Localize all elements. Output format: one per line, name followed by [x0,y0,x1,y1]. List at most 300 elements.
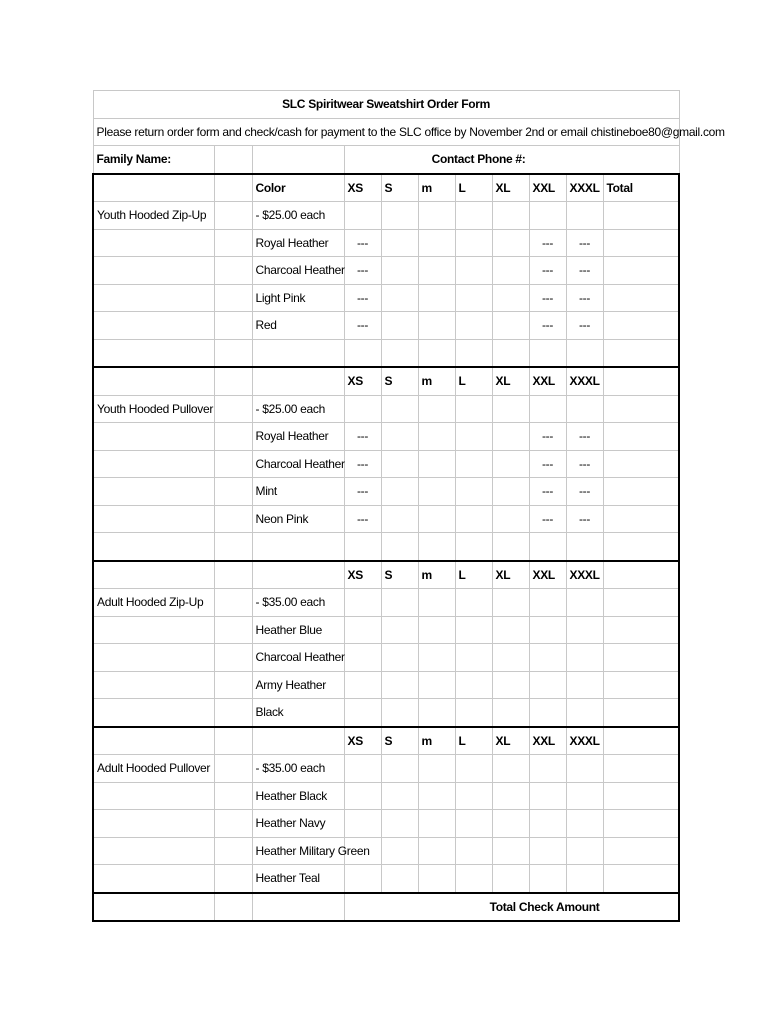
row-total-input[interactable] [603,810,679,838]
color-row [93,837,679,865]
header-blank-cell [214,174,252,202]
row-total-input[interactable] [603,837,679,865]
quantity-s-input[interactable] [381,810,418,838]
quantity-m-input[interactable] [418,644,455,672]
blank-cell [344,533,381,561]
blank-cell [214,533,252,561]
color-row [93,782,679,810]
blank-cell [492,533,529,561]
blank-cell [93,229,214,257]
blank-cell [418,202,455,230]
size-header-l: L [455,174,492,202]
unavailable-size-xs: --- [344,257,381,285]
blank-cell [381,755,418,783]
color-name: Heather Blue [252,616,344,644]
quantity-xl-input[interactable] [492,810,529,838]
size-header-xs: XS [344,367,381,395]
blank-cell [566,202,603,230]
contact-phone-field[interactable] [529,146,679,174]
row-total-input[interactable] [603,312,679,340]
quantity-xs-input[interactable] [344,671,381,699]
size-header-m: m [418,727,455,755]
blank-cell [214,589,252,617]
blank-cell [252,339,344,367]
unavailable-size-xxl: --- [529,229,566,257]
quantity-l-input[interactable] [455,423,492,451]
unavailable-size-xxxl: --- [566,284,603,312]
color-column-header: Color [252,174,344,202]
product-price: - $25.00 each [252,202,344,230]
order-form-table [92,90,725,922]
unavailable-size-xs: --- [344,478,381,506]
quantity-m-input[interactable] [418,423,455,451]
row-total-input[interactable] [603,423,679,451]
blank-cell [529,755,566,783]
color-name: Heather Teal [252,865,344,893]
quantity-xl-input[interactable] [492,505,529,533]
quantity-s-input[interactable] [381,616,418,644]
header-blank-cell [214,727,252,755]
product-price: - $35.00 each [252,589,344,617]
quantity-s-input[interactable] [381,229,418,257]
blank-cell [93,284,214,312]
row-total-input[interactable] [603,671,679,699]
total-check-row [93,893,679,922]
quantity-l-input[interactable] [455,312,492,340]
blank-cell [214,810,252,838]
color-row [93,284,679,312]
quantity-xl-input[interactable] [492,616,529,644]
blank-cell [418,533,455,561]
family-name-label: Family Name: [93,146,214,174]
quantity-m-input[interactable] [418,671,455,699]
quantity-xl-input[interactable] [492,257,529,285]
blank-cell [93,810,214,838]
quantity-xs-input[interactable] [344,782,381,810]
quantity-s-input[interactable] [381,450,418,478]
size-header-xxxl: XXXL [566,727,603,755]
quantity-l-input[interactable] [455,229,492,257]
quantity-xl-input[interactable] [492,284,529,312]
unavailable-size-xxl: --- [529,284,566,312]
blank-cell [381,533,418,561]
blank-cell [381,339,418,367]
header-blank-cell [93,367,214,395]
quantity-l-input[interactable] [455,616,492,644]
size-header-xxl: XXL [529,367,566,395]
header-blank-cell [93,727,214,755]
blank-cell [214,339,252,367]
size-header-l: L [455,727,492,755]
color-row [93,644,679,672]
total-check-amount-input[interactable] [603,893,679,922]
blank-cell [492,202,529,230]
quantity-l-input[interactable] [455,699,492,727]
quantity-s-input[interactable] [381,312,418,340]
quantity-xs-input[interactable] [344,810,381,838]
size-header-xs: XS [344,727,381,755]
total-check-label: Total Check Amount [344,893,603,922]
form-title: SLC Spiritwear Sweatshirt Order Form [93,91,679,119]
quantity-xxxl-input[interactable] [566,671,603,699]
blank-cell [455,395,492,423]
row-total-input[interactable] [603,284,679,312]
blank-cell [214,755,252,783]
quantity-xxl-input[interactable] [529,782,566,810]
blank-cell [214,782,252,810]
quantity-m-input[interactable] [418,865,455,893]
quantity-xs-input[interactable] [344,865,381,893]
spacer-row [93,533,679,561]
row-total-input[interactable] [603,229,679,257]
row-total-input[interactable] [603,478,679,506]
quantity-xxxl-input[interactable] [566,699,603,727]
product-price: - $25.00 each [252,395,344,423]
unavailable-size-xxl: --- [529,450,566,478]
size-header-l: L [455,561,492,589]
blank-cell [381,395,418,423]
blank-cell [214,423,252,451]
blank-cell [566,533,603,561]
quantity-s-input[interactable] [381,671,418,699]
unavailable-size-xxxl: --- [566,312,603,340]
quantity-s-input[interactable] [381,284,418,312]
quantity-xs-input[interactable] [344,644,381,672]
blank-cell [252,533,344,561]
unavailable-size-xxl: --- [529,478,566,506]
blank-cell [381,589,418,617]
quantity-m-input[interactable] [418,312,455,340]
blank-cell [93,257,214,285]
unavailable-size-xxxl: --- [566,229,603,257]
quantity-xxxl-input[interactable] [566,865,603,893]
quantity-xl-input[interactable] [492,782,529,810]
quantity-xxxl-input[interactable] [566,616,603,644]
quantity-m-input[interactable] [418,478,455,506]
quantity-xl-input[interactable] [492,644,529,672]
quantity-xxl-input[interactable] [529,644,566,672]
quantity-xxxl-input[interactable] [566,837,603,865]
blank-cell [214,699,252,727]
quantity-xl-input[interactable] [492,423,529,451]
blank-cell [93,837,214,865]
header-blank-cell [214,561,252,589]
quantity-m-input[interactable] [418,616,455,644]
contact-phone-label: Contact Phone #: [344,146,529,174]
unavailable-size-xs: --- [344,284,381,312]
size-header-s: S [381,174,418,202]
color-row [93,671,679,699]
blank-cell [214,202,252,230]
blank-cell [214,395,252,423]
quantity-l-input[interactable] [455,837,492,865]
blank-cell [93,782,214,810]
quantity-s-input[interactable] [381,837,418,865]
unavailable-size-xs: --- [344,229,381,257]
row-total-input[interactable] [603,505,679,533]
blank-cell [455,202,492,230]
quantity-xl-input[interactable] [492,312,529,340]
size-header-m: m [418,367,455,395]
quantity-s-input[interactable] [381,865,418,893]
blank-cell [455,589,492,617]
blank-cell [418,589,455,617]
blank-cell [93,339,214,367]
blank-cell [492,755,529,783]
quantity-m-input[interactable] [418,782,455,810]
color-row [93,478,679,506]
header-blank-cell [603,727,679,755]
blank-cell [418,395,455,423]
row-total-input[interactable] [603,257,679,285]
size-header-xxxl: XXXL [566,174,603,202]
color-name: Heather Military Green [252,837,344,865]
color-row [93,229,679,257]
row-total-input[interactable] [603,644,679,672]
size-header-row [93,367,679,395]
blank-cell [214,616,252,644]
quantity-xl-input[interactable] [492,865,529,893]
blank-cell [93,505,214,533]
product-name: Youth Hooded Zip-Up [93,202,214,230]
quantity-l-input[interactable] [455,782,492,810]
quantity-xl-input[interactable] [492,229,529,257]
blank-cell [455,533,492,561]
blank-cell [214,505,252,533]
header-blank-cell [252,727,344,755]
product-name: Adult Hooded Pullover [93,755,214,783]
color-row [93,505,679,533]
quantity-l-input[interactable] [455,478,492,506]
quantity-l-input[interactable] [455,450,492,478]
product-price: - $35.00 each [252,755,344,783]
quantity-xxxl-input[interactable] [566,810,603,838]
blank-cell [603,533,679,561]
blank-cell [344,339,381,367]
color-name: Red [252,312,344,340]
row-total-input[interactable] [603,782,679,810]
blank-cell [492,395,529,423]
size-header-xxl: XXL [529,727,566,755]
product-row [93,589,679,617]
quantity-m-input[interactable] [418,810,455,838]
size-header-s: S [381,561,418,589]
blank-cell [603,755,679,783]
blank-cell [344,395,381,423]
blank-cell [344,202,381,230]
color-name: Royal Heather [252,229,344,257]
blank-cell [93,616,214,644]
blank-cell [344,755,381,783]
quantity-l-input[interactable] [455,644,492,672]
quantity-l-input[interactable] [455,257,492,285]
unavailable-size-xxl: --- [529,257,566,285]
blank-cell [214,450,252,478]
blank-cell [344,589,381,617]
quantity-m-input[interactable] [418,229,455,257]
unavailable-size-xxl: --- [529,505,566,533]
quantity-xl-input[interactable] [492,837,529,865]
size-header-xs: XS [344,174,381,202]
quantity-xxxl-input[interactable] [566,644,603,672]
blank-cell [566,755,603,783]
quantity-xs-input[interactable] [344,616,381,644]
blank-cell [214,229,252,257]
blank-cell [214,312,252,340]
spacer-row [93,339,679,367]
blank-cell [603,202,679,230]
quantity-s-input[interactable] [381,478,418,506]
product-name: Youth Hooded Pullover [93,395,214,423]
color-row [93,810,679,838]
blank-cell [252,893,344,922]
blank-cell [93,893,214,922]
quantity-m-input[interactable] [418,505,455,533]
blank-cell [93,478,214,506]
header-blank-cell [93,561,214,589]
quantity-l-input[interactable] [455,810,492,838]
color-name: Charcoal Heather [252,644,344,672]
blank-cell [93,312,214,340]
size-header-m: m [418,174,455,202]
quantity-s-input[interactable] [381,644,418,672]
blank-cell [93,671,214,699]
blank-cell [455,755,492,783]
unavailable-size-xs: --- [344,505,381,533]
quantity-l-input[interactable] [455,865,492,893]
header-blank-cell [252,561,344,589]
blank-cell [566,395,603,423]
color-row [93,865,679,893]
quantity-xl-input[interactable] [492,671,529,699]
quantity-m-input[interactable] [418,699,455,727]
blank-cell [93,699,214,727]
quantity-xxl-input[interactable] [529,616,566,644]
quantity-s-input[interactable] [381,257,418,285]
blank-cell [214,893,252,922]
blank-cell [381,202,418,230]
blank-cell [93,865,214,893]
quantity-xxl-input[interactable] [529,837,566,865]
row-total-input[interactable] [603,616,679,644]
color-name: Charcoal Heather [252,257,344,285]
row-total-input[interactable] [603,699,679,727]
blank-cell [214,257,252,285]
blank-cell [492,339,529,367]
blank-cell [418,339,455,367]
blank-cell [566,589,603,617]
blank-cell [529,533,566,561]
size-header-s: S [381,727,418,755]
size-header-xl: XL [492,727,529,755]
header-blank-cell [252,367,344,395]
unavailable-size-xxl: --- [529,312,566,340]
quantity-xl-input[interactable] [492,450,529,478]
quantity-xxl-input[interactable] [529,865,566,893]
product-row [93,395,679,423]
size-header-xxl: XXL [529,174,566,202]
blank-cell [418,755,455,783]
quantity-xxl-input[interactable] [529,810,566,838]
blank-cell [603,339,679,367]
quantity-s-input[interactable] [381,423,418,451]
color-name: Heather Navy [252,810,344,838]
quantity-s-input[interactable] [381,699,418,727]
quantity-m-input[interactable] [418,837,455,865]
family-name-field-a[interactable] [214,146,252,174]
unavailable-size-xs: --- [344,423,381,451]
color-name: Mint [252,478,344,506]
quantity-xs-input[interactable] [344,699,381,727]
quantity-xxl-input[interactable] [529,671,566,699]
quantity-m-input[interactable] [418,284,455,312]
color-name: Light Pink [252,284,344,312]
blank-cell [603,395,679,423]
header-blank-cell [214,367,252,395]
unavailable-size-xs: --- [344,312,381,340]
blank-cell [214,478,252,506]
order-form-sheet [92,90,725,922]
quantity-m-input[interactable] [418,450,455,478]
blank-cell [529,202,566,230]
blank-cell [93,450,214,478]
unavailable-size-xxxl: --- [566,423,603,451]
quantity-xxl-input[interactable] [529,699,566,727]
row-total-input[interactable] [603,865,679,893]
form-instructions: Please return order form and check/cash for payment to the SLC office by November 2nd or email chistineboe80@gmail.com [93,118,679,146]
blank-cell [214,865,252,893]
color-row [93,616,679,644]
quantity-l-input[interactable] [455,671,492,699]
quantity-xl-input[interactable] [492,699,529,727]
row-total-input[interactable] [603,450,679,478]
quantity-xl-input[interactable] [492,478,529,506]
quantity-l-input[interactable] [455,284,492,312]
color-name: Royal Heather [252,423,344,451]
quantity-xxxl-input[interactable] [566,782,603,810]
blank-cell [214,837,252,865]
quantity-s-input[interactable] [381,782,418,810]
color-row [93,257,679,285]
blank-cell [529,339,566,367]
color-name: Army Heather [252,671,344,699]
quantity-s-input[interactable] [381,505,418,533]
color-row [93,423,679,451]
color-row [93,312,679,340]
quantity-m-input[interactable] [418,257,455,285]
total-column-header: Total [603,174,679,202]
size-header-row [93,174,679,202]
color-row [93,450,679,478]
size-header-xl: XL [492,174,529,202]
size-header-xl: XL [492,367,529,395]
size-header-l: L [455,367,492,395]
family-name-field-b[interactable] [252,146,344,174]
size-header-row [93,727,679,755]
blank-cell [566,339,603,367]
unavailable-size-xxxl: --- [566,257,603,285]
quantity-l-input[interactable] [455,505,492,533]
size-header-s: S [381,367,418,395]
blank-cell [529,589,566,617]
blank-cell [603,589,679,617]
unavailable-size-xxxl: --- [566,478,603,506]
size-header-xxl: XXL [529,561,566,589]
color-name: Charcoal Heather [252,450,344,478]
header-blank-cell [93,174,214,202]
color-row [93,699,679,727]
blank-cell [93,423,214,451]
